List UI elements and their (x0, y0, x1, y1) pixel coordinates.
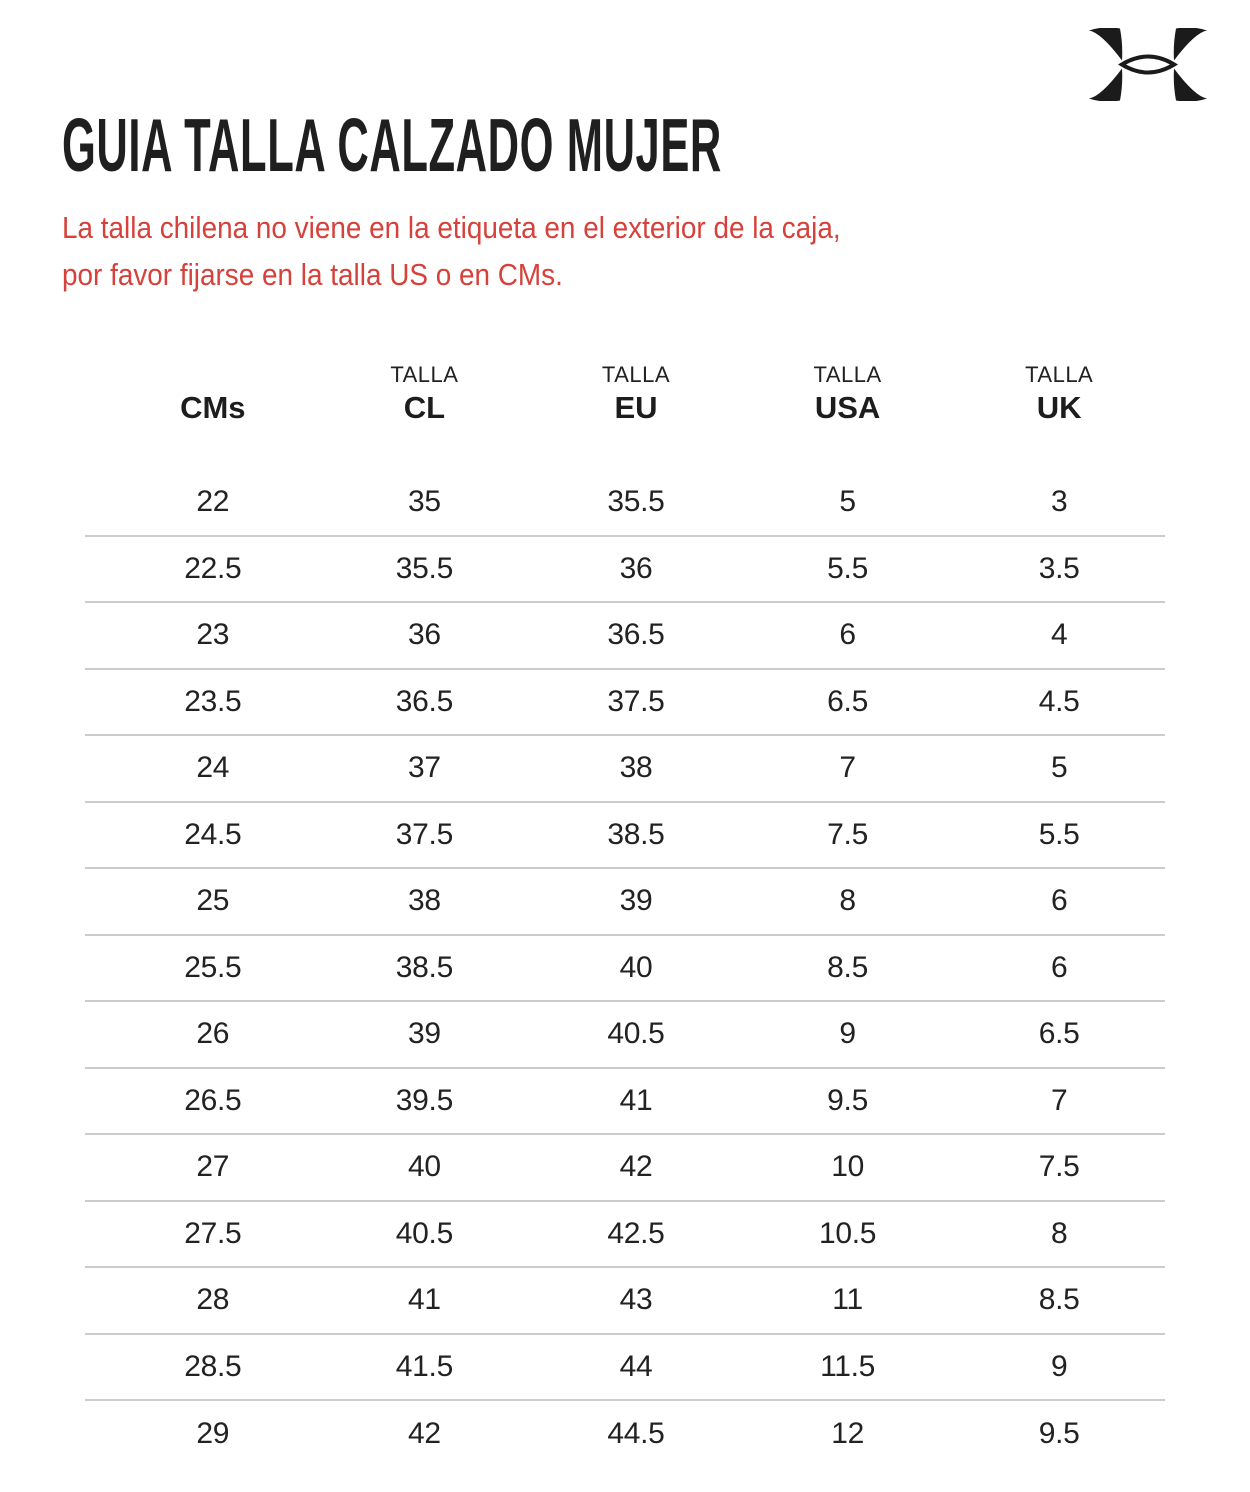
size-table-rows (85, 470, 1165, 1468)
column-header-label: CL (403, 390, 446, 425)
table-cell: 42.5 (607, 1216, 665, 1250)
table-cell: 40 (408, 1150, 441, 1184)
table-cell: 26.5 (184, 1083, 242, 1117)
column-header-uk (953, 356, 1165, 426)
table-cell: 39 (619, 884, 653, 918)
table-cell: 37 (408, 751, 441, 785)
table-cell: 38 (408, 884, 441, 918)
table-cell: 4 (1050, 618, 1068, 652)
table-cell: 8 (839, 884, 856, 918)
table-row (85, 869, 1165, 936)
table-cell: 9.5 (827, 1083, 868, 1117)
table-cell: 10.5 (818, 1216, 877, 1250)
table-cell: 24 (196, 751, 230, 785)
table-cell: 7.5 (827, 817, 868, 851)
table-cell: 11 (832, 1283, 863, 1317)
table-cell: 35.5 (607, 485, 665, 519)
table-row (85, 603, 1165, 670)
size-note-line-1: La talla chilena no viene en la etiqueta en el exterior de la caja, (62, 210, 841, 245)
table-cell: 22.5 (184, 551, 242, 585)
column-header-label: CMs (180, 390, 246, 425)
table-row (85, 1202, 1165, 1269)
table-cell: 38.5 (607, 817, 665, 851)
column-header-top-label: TALLA (1025, 362, 1094, 387)
table-cell: 42 (619, 1150, 653, 1184)
table-row (85, 1268, 1165, 1335)
table-cell: 23 (196, 618, 230, 652)
column-header-top-label: TALLA (601, 362, 671, 387)
size-note (62, 204, 841, 298)
column-header-top-label: TALLA (390, 362, 459, 387)
table-cell: 12 (831, 1417, 864, 1451)
table-cell: 36 (619, 551, 653, 585)
table-row (85, 537, 1165, 604)
table-cell: 28.5 (184, 1349, 242, 1383)
table-cell: 6 (1050, 950, 1068, 984)
column-header-label: EU (614, 390, 658, 425)
table-cell: 11.5 (820, 1349, 876, 1383)
table-row (85, 1401, 1165, 1468)
table-cell: 24.5 (184, 817, 242, 851)
table-cell: 23.5 (184, 684, 242, 718)
table-cell: 10 (831, 1150, 864, 1184)
table-cell: 37.5 (607, 684, 665, 718)
table-cell: 40.5 (607, 1017, 665, 1051)
table-cell: 9.5 (1038, 1417, 1080, 1451)
table-cell: 6.5 (827, 684, 868, 718)
column-header-label: USA (814, 390, 881, 425)
table-cell: 25.5 (184, 950, 242, 984)
table-cell: 7 (1050, 1083, 1068, 1117)
table-cell: 7.5 (1038, 1150, 1080, 1184)
table-cell: 3.5 (1038, 551, 1080, 585)
table-row (85, 736, 1165, 803)
table-row (85, 1135, 1165, 1202)
table-cell: 44.5 (607, 1417, 665, 1451)
table-cell: 36.5 (607, 618, 665, 652)
table-cell: 9 (1050, 1349, 1068, 1383)
table-cell: 5.5 (827, 551, 868, 585)
table-cell: 28 (196, 1283, 230, 1317)
table-cell: 3 (1050, 485, 1068, 519)
column-header-usa (742, 356, 954, 426)
table-row (85, 1002, 1165, 1069)
under-armour-logo-icon (1088, 28, 1208, 101)
table-cell: 5 (839, 485, 856, 519)
table-cell: 6 (839, 618, 856, 652)
table-cell: 41 (619, 1083, 653, 1117)
table-cell: 39 (408, 1017, 441, 1051)
table-cell: 5.5 (1038, 817, 1080, 851)
table-cell: 44 (619, 1349, 653, 1383)
table-cell: 42 (408, 1417, 441, 1451)
table-row (85, 803, 1165, 870)
table-cell: 36.5 (395, 684, 453, 718)
table-cell: 38.5 (395, 950, 453, 984)
table-cell: 6.5 (1038, 1017, 1080, 1051)
table-row (85, 470, 1165, 537)
table-cell: 41 (408, 1283, 441, 1317)
table-cell: 5 (1050, 751, 1068, 785)
table-cell: 27.5 (184, 1216, 242, 1250)
table-cell: 35 (408, 485, 441, 519)
column-header-top-label (107, 360, 319, 390)
page-title: GUIA TALLA CALZADO MUJER (62, 103, 722, 187)
table-cell: 22 (196, 485, 230, 519)
table-cell: 39.5 (395, 1083, 453, 1117)
table-cell: 43 (619, 1283, 653, 1317)
table-cell: 8 (1050, 1216, 1068, 1250)
size-table-header (85, 356, 1165, 426)
table-cell: 6 (1050, 884, 1068, 918)
table-row (85, 1335, 1165, 1402)
size-table (85, 356, 1165, 1468)
table-cell: 38 (619, 751, 653, 785)
column-header-top-label: TALLA (813, 362, 882, 387)
column-header-cl (319, 356, 531, 426)
table-cell: 36 (408, 618, 441, 652)
table-cell: 37.5 (395, 817, 453, 851)
column-header-label: UK (1036, 390, 1082, 425)
table-cell: 35.5 (395, 551, 453, 585)
table-cell: 26 (196, 1017, 230, 1051)
table-cell: 9 (839, 1017, 856, 1051)
table-cell: 25 (196, 884, 230, 918)
table-cell: 41.5 (395, 1349, 453, 1383)
table-cell: 40 (619, 950, 653, 984)
column-header-cms (107, 356, 319, 426)
column-header-eu (530, 356, 742, 426)
table-cell: 8.5 (827, 950, 868, 984)
size-note-line-2: por favor fijarse en la talla US o en CMs. (62, 257, 563, 292)
table-cell: 40.5 (395, 1216, 453, 1250)
table-row (85, 936, 1165, 1003)
table-cell: 27 (196, 1150, 230, 1184)
table-row (85, 1069, 1165, 1136)
table-row (85, 670, 1165, 737)
table-cell: 7 (839, 751, 856, 785)
table-cell: 8.5 (1038, 1283, 1080, 1317)
table-cell: 4.5 (1038, 684, 1080, 718)
table-cell: 29 (196, 1417, 230, 1451)
